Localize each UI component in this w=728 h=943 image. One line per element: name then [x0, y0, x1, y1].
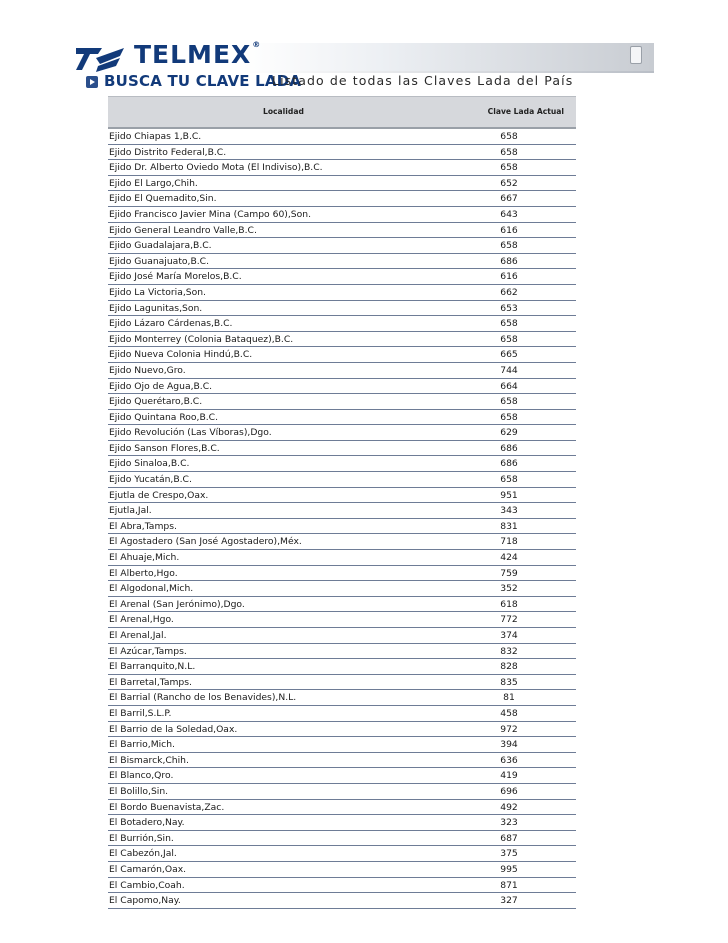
lada-code-cell: 972: [500, 723, 518, 735]
table-row: [108, 191, 576, 207]
table-row: [108, 566, 576, 582]
locality-cell: Ejido Revolución (Las Víboras),Dgo.: [109, 427, 272, 439]
lada-code-cell: 759: [500, 567, 518, 579]
lada-code-cell: 658: [500, 240, 518, 252]
locality-cell: El Barrio de la Soledad,Oax.: [109, 723, 238, 735]
lada-code-cell: 636: [500, 754, 518, 766]
table-row: [108, 145, 576, 161]
locality-cell: El Bismarck,Chih.: [109, 754, 189, 766]
table-row: [108, 472, 576, 488]
lada-code-cell: 665: [500, 349, 518, 361]
table-row: [108, 285, 576, 301]
table-row: [108, 503, 576, 519]
lada-code-cell: 616: [500, 224, 518, 236]
table-row: [108, 410, 576, 426]
lada-code-cell: 374: [500, 630, 518, 641]
locality-cell: Ejido Ojo de Agua,B.C.: [109, 380, 213, 392]
locality-cell: El Cabezón,Jal.: [109, 848, 177, 860]
table-row: [108, 893, 576, 909]
table-header: [108, 96, 576, 129]
lada-code-cell: 419: [500, 770, 518, 782]
locality-cell: Ejido El Largo,Chih.: [109, 177, 198, 189]
locality-cell: El Blanco,Qro.: [109, 770, 174, 782]
table-row: [108, 628, 576, 644]
table-row: [108, 768, 576, 784]
locality-cell: El Agostadero (San José Agostadero),Méx.: [109, 536, 302, 548]
table-row: [108, 301, 576, 317]
lada-code-cell: 81: [503, 692, 515, 704]
lada-code-cell: 718: [500, 536, 518, 548]
table-row: [108, 238, 576, 254]
table-row: [108, 644, 576, 660]
locality-cell: Ejutla,Jal.: [109, 505, 152, 517]
table-row: [108, 129, 576, 145]
table-row: [108, 394, 576, 410]
locality-cell: Ejido Guadalajara,B.C.: [109, 240, 212, 252]
table-row: [108, 659, 576, 675]
locality-cell: El Cambio,Coah.: [109, 879, 185, 891]
locality-cell: Ejido Lázaro Cárdenas,B.C.: [109, 318, 233, 330]
locality-cell: Ejido Sinaloa,B.C.: [109, 458, 190, 470]
lada-code-cell: 652: [500, 177, 518, 189]
lada-code-cell: 643: [500, 208, 518, 220]
locality-cell: Ejutla de Crespo,Oax.: [109, 489, 209, 501]
table-row: [108, 425, 576, 441]
table-row: [108, 737, 576, 753]
table-row: [108, 269, 576, 285]
header-clave-lada: Clave Lada Actual: [487, 107, 564, 116]
lada-code-cell: 616: [500, 271, 518, 283]
brand-name: [134, 40, 261, 69]
table-row: [108, 846, 576, 862]
lada-code-cell: 458: [500, 707, 518, 719]
table-row: [108, 753, 576, 769]
locality-cell: El Bordo Buenavista,Zac.: [109, 801, 225, 813]
lada-code-cell: 375: [500, 848, 518, 860]
lada-code-cell: 424: [500, 552, 518, 564]
table-row: [108, 254, 576, 270]
table-row: [108, 581, 576, 597]
lada-code-cell: 828: [500, 661, 518, 673]
lada-code-cell: 629: [500, 427, 518, 439]
lada-table: [108, 96, 576, 907]
locality-cell: Ejido Guanajuato,B.C.: [109, 255, 210, 267]
lada-code-cell: 658: [500, 411, 518, 423]
table-row: [108, 534, 576, 550]
locality-cell: Ejido José María Morelos,B.C.: [109, 271, 242, 283]
table-body: [108, 129, 576, 909]
locality-cell: Ejido El Quemadito,Sin.: [109, 193, 217, 205]
registered-mark: ®: [252, 40, 262, 49]
telmex-logo-icon: [76, 42, 124, 72]
locality-cell: Ejido La Victoria,Son.: [109, 286, 206, 298]
header-banner: [72, 38, 654, 98]
locality-cell: Ejido Francisco Javier Mina (Campo 60),Son.: [109, 208, 311, 220]
table-row: [108, 597, 576, 613]
table-row: [108, 675, 576, 691]
lada-code-cell: 658: [500, 162, 518, 174]
locality-cell: Ejido General Leandro Valle,B.C.: [109, 224, 257, 236]
banner-checkbox-decoration: [630, 46, 642, 64]
table-row: [108, 347, 576, 363]
locality-cell: Ejido Nuevo,Gro.: [109, 364, 186, 376]
lada-code-cell: 653: [500, 302, 518, 314]
table-row: [108, 316, 576, 332]
table-row: [108, 332, 576, 348]
lada-code-cell: 696: [500, 785, 518, 797]
table-row: [108, 831, 576, 847]
lada-code-cell: 394: [500, 739, 518, 751]
header-localidad: Localidad: [263, 107, 304, 116]
locality-cell: El Botadero,Nay.: [109, 817, 185, 829]
locality-cell: El Barril,S.L.P.: [109, 707, 172, 719]
locality-cell: El Algodonal,Mich.: [109, 583, 194, 595]
table-row: [108, 456, 576, 472]
locality-cell: Ejido Dr. Alberto Oviedo Mota (El Indiviso),B.C.: [109, 162, 323, 174]
locality-cell: Ejido Monterrey (Colonia Bataquez),B.C.: [109, 333, 294, 345]
lada-code-cell: 658: [500, 474, 518, 486]
lada-code-cell: 832: [500, 645, 518, 657]
lada-code-cell: 871: [500, 879, 518, 891]
locality-cell: El Burrión,Sin.: [109, 832, 174, 844]
lada-code-cell: 831: [500, 520, 518, 532]
table-row: [108, 862, 576, 878]
lada-code-cell: 995: [500, 863, 518, 875]
locality-cell: El Barretal,Tamps.: [109, 676, 192, 688]
table-row: [108, 815, 576, 831]
table-row: [108, 207, 576, 223]
locality-cell: El Arenal,Jal.: [109, 630, 167, 641]
lada-code-cell: 492: [500, 801, 518, 813]
lada-code-cell: 686: [500, 458, 518, 470]
lada-code-cell: 343: [500, 505, 518, 517]
lada-code-cell: 327: [500, 895, 518, 907]
table-row: [108, 379, 576, 395]
locality-cell: Ejido Quintana Roo,B.C.: [109, 411, 219, 423]
locality-cell: El Capomo,Nay.: [109, 895, 181, 907]
lada-code-cell: 835: [500, 676, 518, 688]
locality-cell: El Azúcar,Tamps.: [109, 645, 187, 657]
lada-code-cell: 772: [500, 614, 518, 626]
table-row: [108, 800, 576, 816]
locality-cell: El Bolillo,Sin.: [109, 785, 169, 797]
lada-code-cell: 687: [500, 832, 518, 844]
lada-code-cell: 658: [500, 146, 518, 158]
table-row: [108, 722, 576, 738]
table-row: [108, 519, 576, 535]
locality-cell: Ejido Querétaro,B.C.: [109, 396, 203, 408]
table-row: [108, 176, 576, 192]
table-row: [108, 488, 576, 504]
locality-cell: El Abra,Tamps.: [109, 520, 177, 532]
lada-code-cell: 686: [500, 442, 518, 454]
lada-code-cell: 658: [500, 396, 518, 408]
locality-cell: El Arenal (San Jerónimo),Dgo.: [109, 598, 245, 610]
lada-code-cell: 664: [500, 380, 518, 392]
table-row: [108, 550, 576, 566]
lada-code-cell: 618: [500, 598, 518, 610]
lada-code-cell: 658: [500, 318, 518, 330]
locality-cell: El Camarón,Oax.: [109, 863, 187, 875]
locality-cell: El Barranquito,N.L.: [109, 661, 196, 673]
table-row: [108, 784, 576, 800]
brand-tagline: BUSCA TU CLAVE LADA: [104, 72, 302, 90]
locality-cell: Ejido Chiapas 1,B.C.: [109, 131, 202, 142]
table-row: [108, 878, 576, 894]
banner-gradient: [242, 43, 654, 71]
locality-cell: El Barrial (Rancho de los Benavides),N.L.: [109, 692, 297, 704]
lada-code-cell: 951: [500, 489, 518, 501]
table-row: [108, 706, 576, 722]
brand-name-text: TELMEX: [134, 40, 252, 69]
lada-code-cell: 658: [500, 333, 518, 345]
locality-cell: El Alberto,Hgo.: [109, 567, 178, 579]
locality-cell: Ejido Lagunitas,Son.: [109, 302, 203, 314]
lada-code-cell: 744: [500, 364, 518, 376]
document-title: Listado de todas las Claves Lada del País: [272, 73, 574, 88]
table-row: [108, 363, 576, 379]
locality-cell: El Barrio,Mich.: [109, 739, 175, 751]
lada-code-cell: 323: [500, 817, 518, 829]
locality-cell: Ejido Distrito Federal,B.C.: [109, 146, 227, 158]
table-row: [108, 690, 576, 706]
locality-cell: El Arenal,Hgo.: [109, 614, 174, 626]
lada-code-cell: 658: [500, 131, 518, 142]
table-row: [108, 441, 576, 457]
lada-code-cell: 662: [500, 286, 518, 298]
lada-code-cell: 667: [500, 193, 518, 205]
lada-code-cell: 352: [500, 583, 518, 595]
locality-cell: El Ahuaje,Mich.: [109, 552, 180, 564]
locality-cell: Ejido Sanson Flores,B.C.: [109, 442, 220, 454]
table-row: [108, 612, 576, 628]
locality-cell: Ejido Nueva Colonia Hindú,B.C.: [109, 349, 253, 361]
table-row: [108, 160, 576, 176]
lada-code-cell: 686: [500, 255, 518, 267]
arrow-icon: [86, 76, 98, 88]
locality-cell: Ejido Yucatán,B.C.: [109, 474, 192, 486]
table-row: [108, 223, 576, 239]
